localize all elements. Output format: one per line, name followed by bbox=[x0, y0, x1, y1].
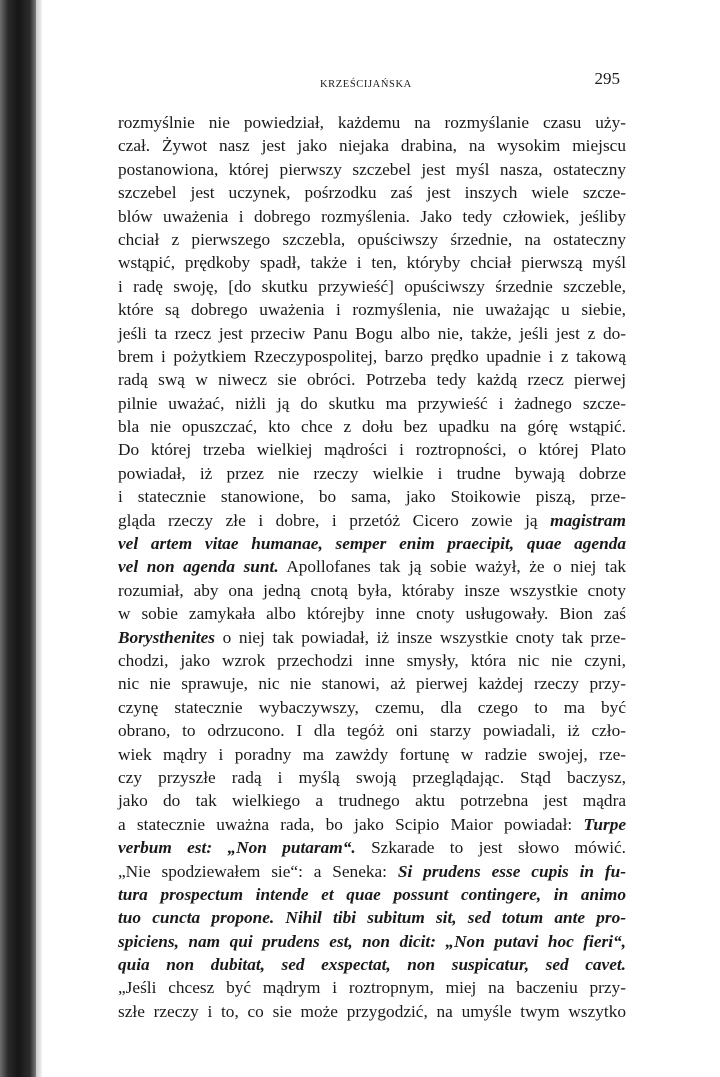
text-line bbox=[118, 1000, 626, 1023]
italic-quote: vel artem vitae humanae, semper enim praecipit, quae agenda bbox=[118, 534, 626, 554]
text-span: chciał z pierwszego szczebla, opuściwszy śrzednie, na ostateczny bbox=[118, 229, 626, 249]
text-line bbox=[118, 462, 626, 485]
text-span: szłe rzeczy i to, co sie może przygodzić, na umyśle twym wszytko bbox=[118, 1001, 626, 1021]
italic-quote: Si prudens esse cupis in fu- bbox=[397, 861, 626, 881]
text-span: jeśli ta rzecz jest przeciw Panu Bogu albo nie, także, jeśli jest z do- bbox=[118, 323, 626, 343]
text-span: czynę statecznie wybaczywszy, czemu, dla czego to ma być bbox=[118, 697, 626, 717]
text-span: a statecznie uważna rada, bo jako Scipio Maior powiadał: bbox=[118, 814, 584, 834]
text-line bbox=[118, 766, 626, 789]
text-span: radą swą w niwecz sie obróci. Potrzeba tedy każdą rzecz pierwej bbox=[118, 370, 626, 390]
text-line bbox=[118, 205, 626, 228]
italic-quote: tura prospectum intende et quae possunt contingere, in animo bbox=[118, 884, 626, 904]
text-span: które są dobrego uważenia i rozmyślenia, nie uważając u siebie, bbox=[118, 300, 626, 320]
text-span: postanowiona, której pierwszy szczebel jest myśl nasza, ostateczny bbox=[118, 159, 626, 179]
text-span: obrano, to odrzucono. I dla tegóż oni starzy powiadali, iż czło- bbox=[118, 721, 626, 741]
book-spine-shadow bbox=[0, 0, 36, 1077]
text-span: i radę swoję, [do skutku przywieść] opuściwszy śrzednie szczeble, bbox=[118, 276, 626, 296]
text-line bbox=[118, 626, 626, 649]
text-line bbox=[118, 953, 626, 976]
text-span: rozmyślnie nie powiedział, każdemu na rozmyślanie czasu uży- bbox=[118, 113, 626, 132]
text-span: nic nie sprawuje, nic nie stanowi, aż pierwej każdej rzeczy przy- bbox=[118, 674, 626, 694]
page-header bbox=[118, 66, 626, 96]
text-line bbox=[118, 134, 626, 157]
text-span: w sobie zamykała albo którejby inne cnoty usługowały. Bion zaś bbox=[118, 604, 626, 624]
page-number: 295 bbox=[594, 69, 620, 88]
text-span: brem i pożytkiem Rzeczypospolitej, barzo prędko upadnie i z takową bbox=[118, 346, 626, 366]
text-line bbox=[118, 696, 626, 719]
text-line bbox=[118, 485, 626, 508]
text-span: Apollofanes tak ją sobie ważył, że o niej tak bbox=[278, 557, 626, 577]
text-span: Szkarade to jest słowo mówić. bbox=[355, 838, 626, 858]
text-span: jako do tak wielkiego a trudnego aktu potrzebna jest mądra bbox=[118, 791, 626, 811]
text-line bbox=[118, 906, 626, 929]
italic-quote: magistram bbox=[550, 510, 626, 530]
italic-quote: vel non agenda sunt. bbox=[118, 557, 279, 577]
text-line bbox=[118, 345, 626, 368]
text-span: gląda rzeczy złe i dobre, i przetóż Cicero zowie ją bbox=[118, 510, 551, 530]
text-line bbox=[118, 251, 626, 274]
running-head: KRZEŚCIJAŃSKA bbox=[320, 79, 412, 90]
text-line bbox=[118, 602, 626, 625]
text-line bbox=[118, 976, 626, 999]
text-line bbox=[118, 438, 626, 461]
text-line bbox=[118, 509, 626, 532]
text-span: czał. Żywot nasz jest jako niejaka drabina, na wysokim miejscu bbox=[118, 136, 626, 156]
italic-quote: Borysthenites bbox=[118, 627, 215, 647]
text-line bbox=[118, 860, 626, 883]
text-line bbox=[118, 532, 626, 555]
italic-quote: verbum est: „Non putaram“. bbox=[118, 838, 356, 858]
text-span: szczebel jest uczynek, pośrzodku zaś jest inszych wiele szcze- bbox=[118, 183, 626, 203]
text-span: powiadał, iż przez nie rzeczy wielkie i trudne bywają dobrze bbox=[118, 463, 626, 483]
italic-quote: tuo cuncta propone. Nihil tibi subitum sit, sed totum ante pro- bbox=[118, 908, 626, 928]
body-text bbox=[118, 111, 626, 1023]
italic-quote: spiciens, nam qui prudens est, non dicit: „Non putavi hoc fieri“, bbox=[118, 931, 626, 951]
page-gutter bbox=[36, 0, 42, 1077]
text-line bbox=[118, 415, 626, 438]
text-span: chodzi, jako wzrok przechodzi inne smysły, która nic nie czyni, bbox=[118, 650, 626, 670]
text-span: i statecznie stanowione, bo sama, jako Stoikowie piszą, prze- bbox=[118, 487, 626, 507]
text-span: pilnie uważać, niżli ją do skutku ma przywieść i żadnego szcze- bbox=[118, 393, 626, 413]
text-span: „Jeśli chcesz być mądrym i roztropnym, miej na baczeniu przy- bbox=[118, 978, 626, 998]
italic-quote: Turpe bbox=[583, 814, 626, 834]
text-line bbox=[118, 836, 626, 859]
text-line bbox=[118, 275, 626, 298]
text-span: czy przyszłe radą i myślą swoją przeglądając. Stąd baczysz, bbox=[118, 767, 626, 787]
text-line bbox=[118, 649, 626, 672]
text-span: Do której trzeba wielkiej mądrości i roztropności, o której Plato bbox=[118, 440, 626, 460]
text-line bbox=[118, 555, 626, 578]
italic-quote: quia non dubitat, sed exspectat, non suspicatur, sed cavet. bbox=[118, 955, 626, 975]
text-line bbox=[118, 719, 626, 742]
text-line bbox=[118, 158, 626, 181]
text-span: blów uważenia i dobrego rozmyślenia. Jako tedy człowiek, jeśliby bbox=[118, 206, 626, 226]
text-span: wstąpić, prędkoby spadł, także i ten, któryby chciał pierwszą myśl bbox=[118, 253, 626, 273]
text-line bbox=[118, 672, 626, 695]
text-line bbox=[118, 789, 626, 812]
text-line bbox=[118, 579, 626, 602]
text-line bbox=[118, 743, 626, 766]
text-line bbox=[118, 883, 626, 906]
text-span: bla nie opuszczać, kto chce z dołu bez upadku na górę wstąpić. bbox=[118, 417, 626, 437]
text-line bbox=[118, 813, 626, 836]
text-line bbox=[118, 181, 626, 204]
text-line bbox=[118, 228, 626, 251]
text-line bbox=[118, 930, 626, 953]
text-line bbox=[118, 298, 626, 321]
text-span: o niej tak powiadał, iż insze wszystkie cnoty tak prze- bbox=[214, 627, 626, 647]
text-line bbox=[118, 392, 626, 415]
text-line bbox=[118, 368, 626, 391]
text-span: wiek mądry i poradny ma zawżdy fortunę w radzie swojej, rze- bbox=[118, 744, 626, 764]
text-line bbox=[118, 111, 626, 134]
text-line bbox=[118, 322, 626, 345]
text-span: rozumiał, aby ona jedną cnotą była, któraby insze wszystkie cnoty bbox=[118, 580, 626, 600]
text-span: „Nie spodziewałem sie“: a Seneka: bbox=[118, 861, 398, 881]
